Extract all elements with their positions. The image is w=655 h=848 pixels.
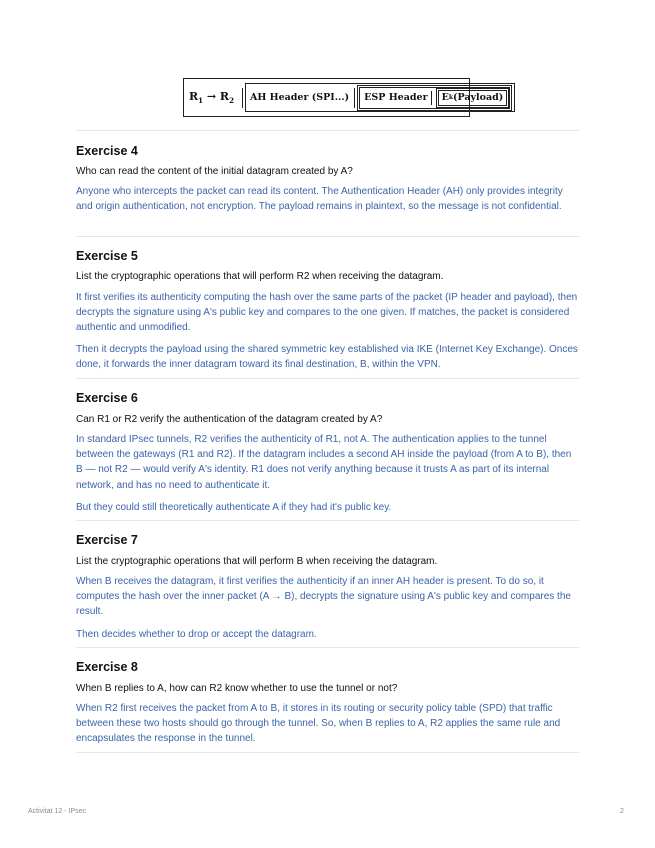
divider [76,752,579,753]
ah-header-box [245,83,515,112]
figure-separator [354,88,355,108]
exercise-7-answer-2: Then decides whether to drop or accept the datagram. [76,629,317,640]
exercise-4-title: Exercise 4 [76,144,138,158]
divider [76,378,579,379]
exercise-5-title: Exercise 5 [76,249,138,263]
payload-prefix: E [441,92,449,103]
exercise-5-answer-1: It first verifies its authenticity computing the hash over the same parts of the packet (IP header and payload), then decrypts the signature using A's public key and compares to the one given. If matches, the packet is considered authentic and unmodified. [76,292,578,334]
payload-label: (Payload) [453,92,504,103]
exercise-6-answer-1: In standard IPsec tunnels, R2 verifies the authenticity of R1, not A. The authentication applies to the tunnel between the gateways (R1 and R2). If the datagram includes a second AH inside the payload (from A to B), then B — not R2 — would verify A's identity. R1 does not verify anything because it trusts A as part of its internal network, and has no need to authenticate it. [76,434,572,491]
exercise-7-question: List the cryptographic operations that will perform B when receiving the datagram. [76,556,438,567]
figure-separator [431,91,432,105]
figure-separator [242,88,243,108]
divider [76,236,579,237]
exercise-4-answer-1: Anyone who intercepts the packet can read its content. The Authentication Header (AH) only provides integrity and origin authentication, not encryption. The payload remains in plaintext, so the message is not confidential. [76,186,563,213]
footer-document-title: Activitat 12 - IPsec [28,808,86,815]
router-path: $R_1 \to R_2$ [189,89,234,106]
exercise-5-answer-2: Then it decrypts the payload using the shared symmetric key established via IKE (Internet Key Exchange). Onces done, it forwards the inner datagram toward its final destination, B, within the VPN. [76,344,578,371]
divider [76,647,579,648]
ah-header-label: AH Header (SPI...) [249,92,350,103]
divider [76,130,579,131]
esp-header-box [359,87,510,109]
exercise-6-answer-2: But they could still theoretically authenticate A if they had it's public key. [76,502,392,513]
esp-header-label: ESP Header [364,92,428,103]
packet-structure-figure [183,78,504,117]
footer-page-number: 2 [620,808,624,815]
exercise-4-question: Who can read the content of the initial datagram created by A? [76,166,353,177]
exercise-8-question: When B replies to A, how can R2 know whether to use the tunnel or not? [76,683,398,694]
exercise-5-question: List the cryptographic operations that will perform R2 when receiving the datagram. [76,271,444,282]
payload-key-subscript: k [448,94,453,101]
divider [76,520,579,521]
exercise-6-title: Exercise 6 [76,391,138,405]
exercise-7-title: Exercise 7 [76,533,138,547]
exercise-8-answer-1: When R2 first receives the packet from A to B, it stores in its routing or security policy table (SPD) that traffic between these two hosts should go through the tunnel. So, when B replies to A, R2 applies the same rule and encapsulates the response in the tunnel. [76,703,561,745]
exercise-8-title: Exercise 8 [76,660,138,674]
exercise-7-answer-1: When B receives the datagram, it first verifies the authenticity if an inner AH header is present. To do so, it computes the hash over the inner packet (A → B), decrypts the signature using A's public key and compares the result. [76,576,571,618]
exercise-6-question: Can R1 or R2 verify the authentication of the datagram created by A? [76,414,383,425]
encrypted-payload-box [438,90,508,106]
